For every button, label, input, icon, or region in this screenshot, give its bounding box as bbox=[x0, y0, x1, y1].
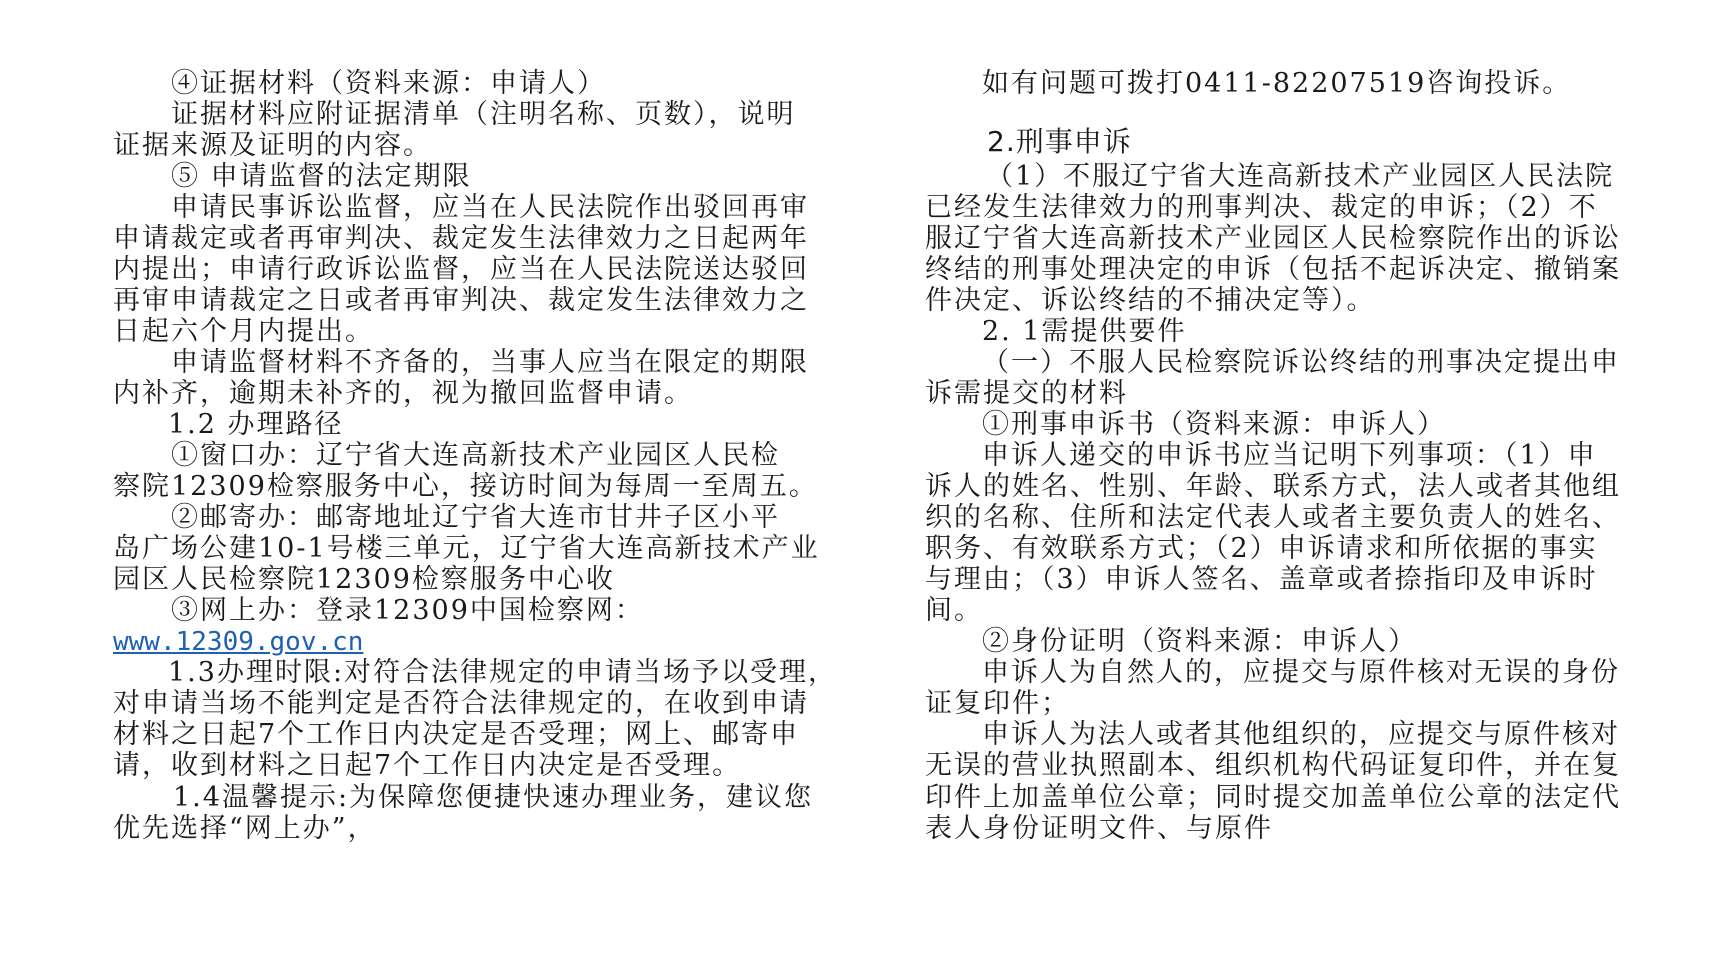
paragraph-line: 请，收到材料之日起7个工作日内决定是否受理。 bbox=[113, 750, 742, 781]
paragraph-line: 日起六个月内提出。 bbox=[113, 316, 374, 347]
petition-heading: ①刑事申诉书（资料来源：申诉人） bbox=[982, 409, 1446, 440]
deadline-heading: ⑤ 申请监督的法定期限 bbox=[171, 161, 472, 192]
paragraph-line: ①窗口办：辽宁省大连高新技术产业园区人民检 bbox=[171, 440, 780, 471]
paragraph-line: 岛广场公建10-1号楼三单元，辽宁省大连高新技术产业 bbox=[113, 533, 820, 564]
paragraph-line: 申请民事诉讼监督，应当在人民法院作出驳回再审 bbox=[171, 192, 809, 223]
paragraph-line: 对申请当场不能判定是否符合法律规定的，在收到申请 bbox=[113, 688, 809, 719]
contact-line: 如有问题可拨打0411-82207519咨询投诉。 bbox=[982, 68, 1572, 99]
paragraph-line: 件决定、诉讼终结的不捕决定等）。 bbox=[925, 285, 1376, 316]
paragraph-line: 间。 bbox=[925, 595, 983, 626]
paragraph-line: 无误的营业执照副本、组织机构代码证复印件，并在复 bbox=[925, 750, 1621, 781]
paragraph-line: （1）不服辽宁省大连高新技术产业园区人民法院 bbox=[986, 161, 1615, 192]
paragraph-line: ②邮寄办：邮寄地址辽宁省大连市甘井子区小平 bbox=[171, 502, 780, 533]
section-heading: 1.2 办理路径 bbox=[168, 409, 344, 440]
paragraph-line: 申诉人为自然人的，应提交与原件核对无误的身份 bbox=[982, 657, 1620, 688]
criminal-appeal-heading: 2.刑事申诉 bbox=[987, 125, 1132, 158]
paragraph-line: 申诉人递交的申诉书应当记明下列事项：（1）申 bbox=[982, 440, 1597, 471]
paragraph-line: 表人身份证明文件、与原件 bbox=[925, 813, 1273, 844]
paragraph-line: ③网上办：登录12309中国检察网： bbox=[171, 595, 644, 626]
paragraph-line: 证复印件； bbox=[925, 688, 1070, 719]
paragraph-line: 与理由；（3）申诉人签名、盖章或者捺指印及申诉时 bbox=[925, 564, 1598, 595]
paragraph-line: 优先选择“网上办”， bbox=[113, 813, 377, 844]
website-link-line bbox=[113, 624, 363, 659]
paragraph-line: （一）不服人民检察院诉讼终结的刑事决定提出申 bbox=[982, 347, 1620, 378]
paragraph-line: 职务、有效联系方式；（2）申诉请求和所依据的事实 bbox=[925, 533, 1598, 564]
paragraph-line: 园区人民检察院12309检察服务中心收 bbox=[113, 564, 615, 595]
paragraph-line: 诉人的姓名、性别、年龄、联系方式，法人或者其他组 bbox=[925, 471, 1621, 502]
paragraph-line: 申请裁定或者再审判决、裁定发生法律效力之日起两年 bbox=[113, 223, 809, 254]
paragraph-line: 材料之日起7个工作日内决定是否受理；网上、邮寄申 bbox=[113, 719, 800, 750]
evidence-heading: ④证据材料（资料来源：申请人） bbox=[171, 68, 606, 99]
paragraph-line: 印件上加盖单位公章；同时提交加盖单位公章的法定代 bbox=[925, 782, 1621, 813]
tip-paragraph: 1.4温馨提示:为保障您便捷快速办理业务，建议您 bbox=[173, 782, 814, 813]
identity-heading: ②身份证明（资料来源：申诉人） bbox=[982, 626, 1417, 657]
time-limit-paragraph: 1.3办理时限:对符合法律规定的申请当场予以受理， bbox=[168, 657, 838, 688]
requirements-heading: 2. 1需提供要件 bbox=[982, 316, 1187, 347]
paragraph-line: 证据材料应附证据清单（注明名称、页数），说明 bbox=[171, 99, 796, 130]
paragraph-line: 内补齐，逾期未补齐的，视为撤回监督申请。 bbox=[113, 378, 693, 409]
paragraph-line: 察院12309检察服务中心，接访时间为每周一至周五。 bbox=[113, 471, 818, 502]
paragraph-line: 内提出；申请行政诉讼监督，应当在人民法院送达驳回 bbox=[113, 254, 809, 285]
paragraph-line: 终结的刑事处理决定的申诉（包括不起诉决定、撤销案 bbox=[925, 254, 1621, 285]
paragraph-line: 申诉人为法人或者其他组织的，应提交与原件核对 bbox=[982, 719, 1620, 750]
paragraph-line: 申请监督材料不齐备的，当事人应当在限定的期限 bbox=[171, 347, 809, 378]
paragraph-line: 诉需提交的材料 bbox=[925, 378, 1128, 409]
paragraph-line: 织的名称、住所和法定代表人或者主要负责人的姓名、 bbox=[925, 502, 1621, 533]
paragraph-line: 证据来源及证明的内容。 bbox=[113, 130, 432, 161]
website-link[interactable]: www.12309.gov.cn bbox=[113, 627, 364, 657]
paragraph-line: 已经发生法律效力的刑事判决、裁定的申诉；（2）不 bbox=[925, 192, 1598, 223]
paragraph-line: 再审申请裁定之日或者再审判决、裁定发生法律效力之 bbox=[113, 285, 809, 316]
paragraph-line: 服辽宁省大连高新技术产业园区人民检察院作出的诉讼 bbox=[925, 223, 1621, 254]
